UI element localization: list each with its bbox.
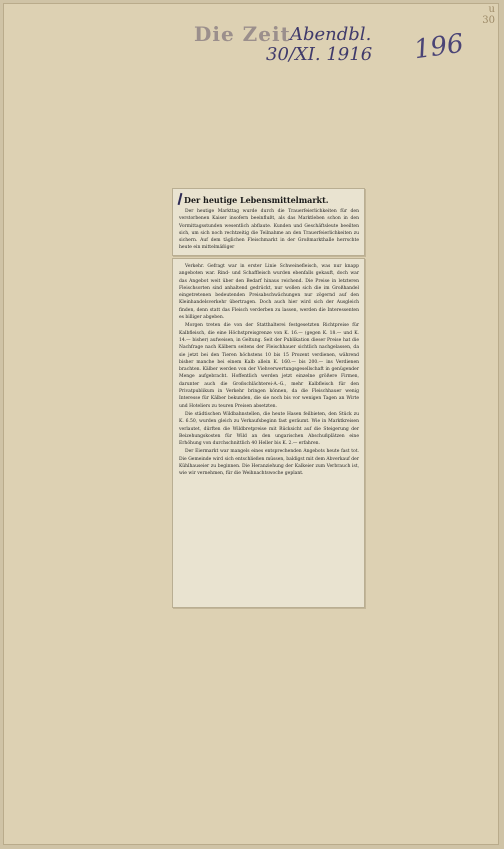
article-paragraph: Verkehr. Gefragt war in erster Linie Schweinefleisch, was nur knapp angeboten war. Rind- und Schaffleisch wurden ebenfalls gekauft, doch war das Angebot weit über den Bedarf hinaus reichend. Die Preise in letzteren Fleischsorten sind anhaltend gedrückt, nur wollen sich die im Großhandel eingetretenen bedeutenden Preisabschwächungen nur zögernd auf den Kleinhandelsverkehr übertragen. Doch auch hier wird sich der Ausgleich finden, denn statt das Fleisch verderben zu lassen, werden die Interessenten es billiger abgeben. [179, 264, 359, 321]
pencil-mark-icon [178, 193, 183, 205]
article-paragraph: Die städtischen Wildbahnstellen, die heute Hasen feilbieten, den Stück zu K. 6.50, wurden gleich zu Verkaufsbeginn fast geräumt. Wie in Marktkreisen verlautet, dürften die Wildbretpreise mit Rücksicht auf die Steigerung der Beizehungskosten für Wild an den ungarischen Abschußplätzen eine Erhöhung von durchschnittlich 40 Heller bis K. 2.— erfahren. [179, 411, 359, 447]
handwritten-date: 30/XI. 1916 [266, 44, 373, 65]
article-paragraph: Der heutige Markttag wurde durch die Trauerfeierlichkeiten für den verstorbenen Kaiser insofern beeinflußt, als das Marktleben schon in den Vormittagsstunden wesentlich abflaute. Kunden und Geschäftsleute beeilten sich, um sich noch rechtzeitig die Teilnahme an den Trauerfeierlichkeiten zu sichern. Auf dem täglichen Fleischmarkt in der Großmarkthalle herrschte heute ein mittelmäßiger [179, 209, 359, 251]
article-paragraph: Morgen treten die von der Statthalterei festgesetzten Richtpreise für Kalbfleisch, die eine Höchstpreisgrenze von K. 16.— (gegen K. 18.— und K. 14.— bisher) aufweisen, in Geltung. Seit der Publikation dieser Preise hat die Nachfrage nach Kälbern seitens der Fleischhauer sichtlich nachgelassen, da sie jetzt bei den Tieren höchstens 10 bis 15 Prozent verdienen, während bisher manche bei einem Kalb allein K. 160.— bis 200.— ins Verdienen brachten. Kälber werden von der Viehverwertungsgesellschaft in genügender Menge aufgebracht. Hoffentlich werden jetzt einzelne größere Firmen, darunter auch die Großschlächterei-A.-G., mehr Kalbfleisch für den Privatpublikum in Verkehr bringen können, da die Fleischhauer wenig Interesse für Kälber bekunden, die sie noch bis vor wenigen Tagen an Wirte und Hoteliers zu teuren Preisen absetzten. [179, 323, 359, 409]
handwritten-folio-number: 196 [412, 28, 466, 66]
clipping-bottom [172, 258, 365, 608]
article-paragraph: Der Eiermarkt war mangels eines entsprechenden Angebots heute fast tot. Die Gemeinde wird sich entschließen müssen, baldigst mit dem Abverkauf der Kühlhauseier zu beginnen. Die Heranziehung der Kalkeier zum Verbrauch ist, wie wir vernehmen, für die Weihnachtswoche geplant. [179, 449, 359, 477]
handwritten-edition-note: Abendbl. [290, 24, 372, 45]
archive-sheet [3, 3, 499, 845]
corner-pencil-mark: u 30 [482, 4, 495, 26]
article-headline [179, 193, 359, 205]
newspaper-masthead: Die Zeit [194, 22, 291, 46]
article-headline-text: Der heutige Lebensmittelmarkt. [184, 195, 329, 205]
clipping-top [172, 188, 365, 256]
